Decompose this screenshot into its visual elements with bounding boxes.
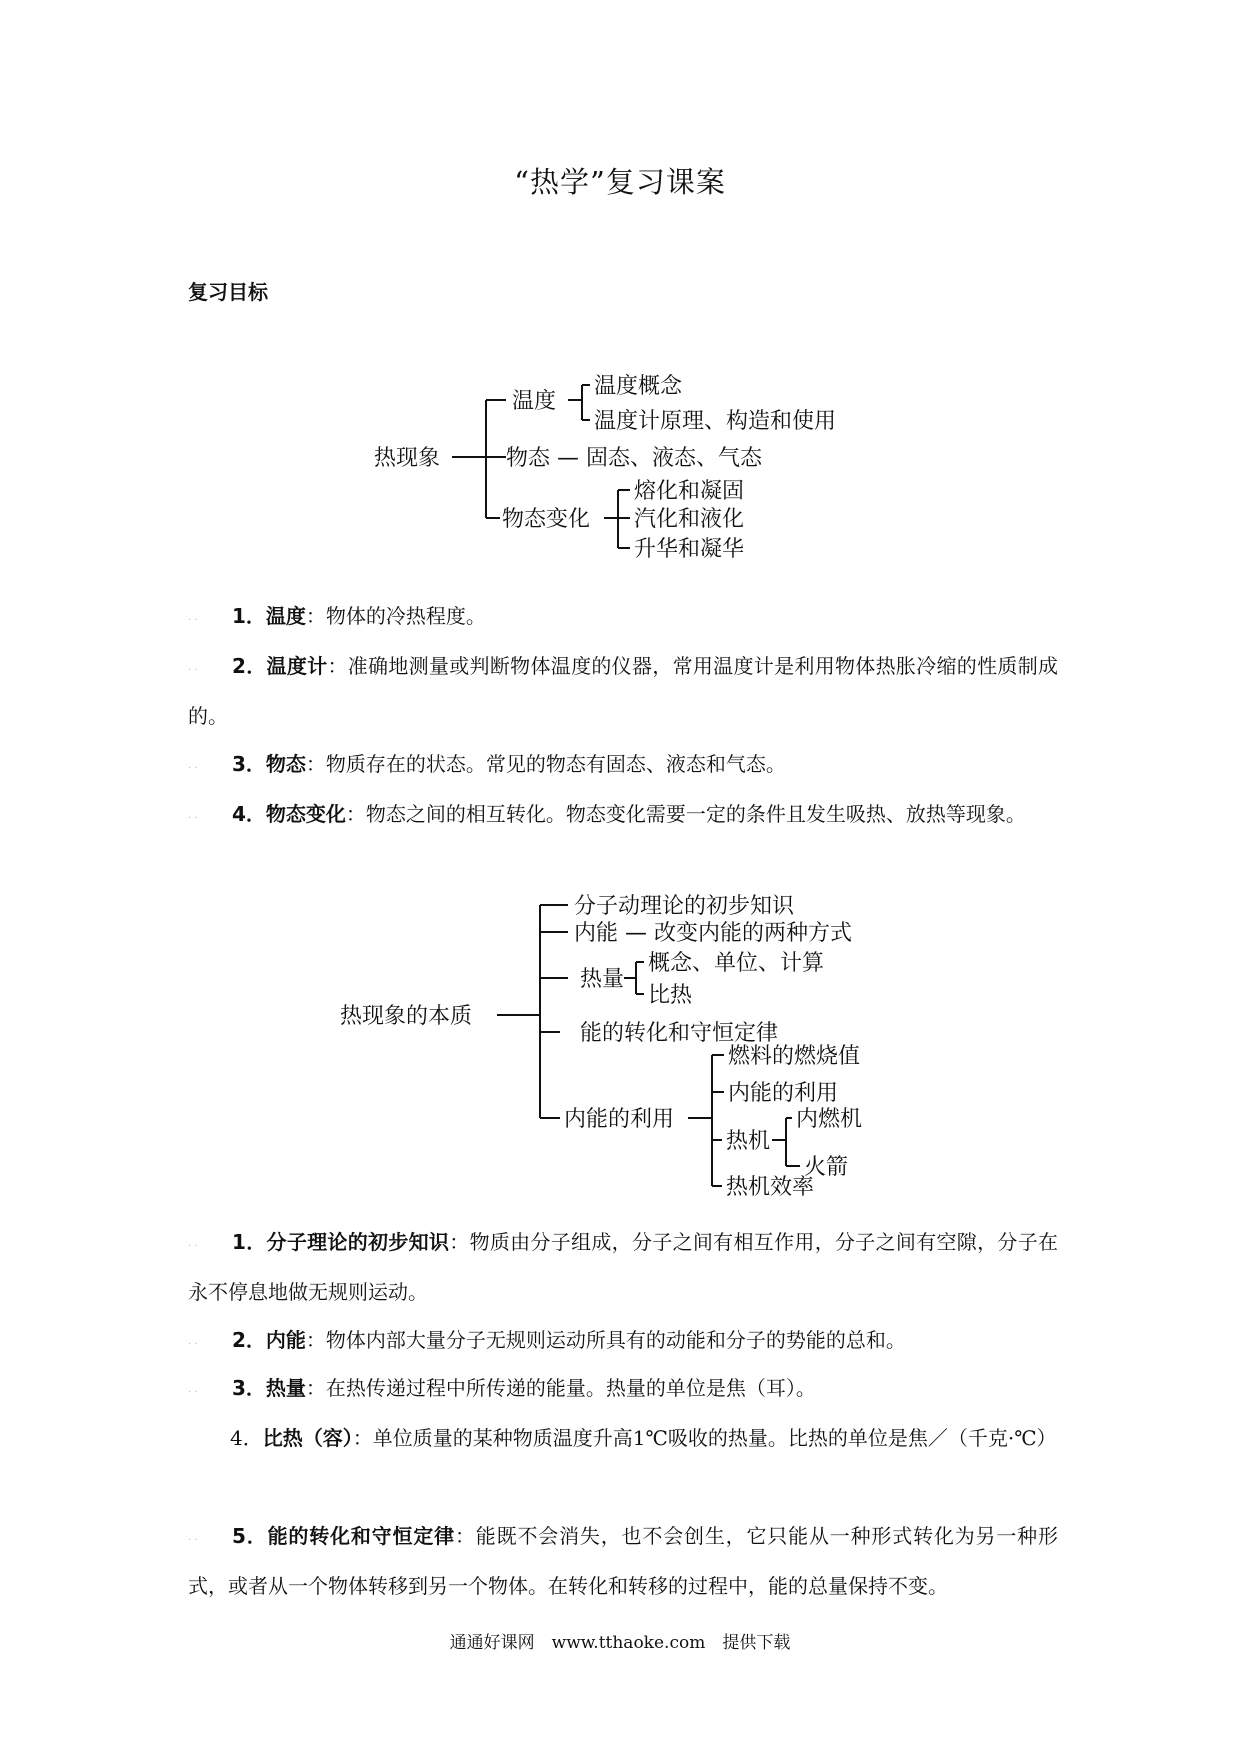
footer-credit: 通通好课网 www.tthaoke.com 提供下载 — [449, 1633, 791, 1653]
node-root: 热现象 — [374, 446, 441, 471]
node-rocket: 火箭 — [804, 1155, 849, 1180]
node-melting: 熔化和凝固 — [634, 479, 745, 504]
term-heat: 热量 — [265, 1376, 306, 1400]
term-temperature: 温度 — [265, 604, 306, 628]
node-molecular-theory: 分子动理论的初步知识 — [574, 894, 795, 919]
node-sublimation: 升华和凝华 — [634, 537, 745, 562]
term-state-change: 物态变化 — [265, 802, 346, 826]
definition-item-4: . . 4．物态变化：物态之间的相互转化。物态变化需要一定的条件且发生吸热、放热等现象。 — [188, 802, 1026, 826]
definition-item-3: . . 3．物态：物质存在的状态。常见的物态有固态、液态和气态。 — [188, 752, 786, 776]
definition-item-5: . . 1．分子理论的初步知识：物质由分子组成，分子之间有相互作用，分子之间有空隙，分子在永不停息地做无规则运动。 — [188, 1230, 1059, 1304]
node-fuel-value: 燃料的燃烧值 — [728, 1044, 861, 1069]
definition-item-7: . . 3．热量：在热传递过程中所传递的能量。热量的单位是焦（耳）。 — [188, 1376, 816, 1400]
node-temperature-concept: 温度概念 — [594, 374, 683, 399]
term-conservation: 能的转化和守恒定律 — [267, 1524, 455, 1548]
term-molecular-theory: 分子理论的初步知识 — [266, 1230, 450, 1254]
definition-item-1: . . 1．温度：物体的冷热程度。 — [188, 604, 486, 628]
concept-map-thermal-phenomena — [0, 360, 1240, 590]
page-title: “热学”复习课案 — [514, 165, 726, 199]
node-internal-energy: 内能 — 改变内能的两种方式 — [574, 921, 852, 946]
term-thermometer: 温度计 — [266, 654, 328, 678]
section-heading: 复习目标 — [188, 280, 268, 304]
node-vaporization: 汽化和液化 — [634, 507, 745, 532]
node-heat-concept: 概念、单位、计算 — [648, 951, 825, 976]
definition-item-9: . . 5．能的转化和守恒定律：能既不会消失，也不会创生，它只能从一种形式转化为另一种形式，或者从一个物体转移到另一个物体。在转化和转移的过程中，能的总量保持不变。 — [188, 1524, 1059, 1598]
node-use-internal: 内能的利用 — [728, 1081, 839, 1106]
definition-item-2: . . 2．温度计：准确地测量或判断物体温度的仪器，常用温度计是利用物体热胀冷缩的性质制成的。 — [188, 654, 1059, 728]
node-engine-efficiency: 热机效率 — [726, 1175, 815, 1200]
node-root: 热现象的本质 — [340, 1004, 473, 1029]
definition-item-8: 4．比热（容）：单位质量的某种物质温度升高1℃吸收的热量。比热的单位是焦／（千克·℃） — [230, 1426, 1057, 1450]
term-internal-energy: 内能 — [265, 1328, 306, 1352]
node-combustion-engine: 内燃机 — [796, 1107, 863, 1132]
node-thermometer: 温度计原理、构造和使用 — [594, 409, 837, 434]
node-heat: 热量 — [580, 967, 625, 992]
node-heat-engine: 热机 — [726, 1129, 771, 1154]
node-specific-heat: 比热 — [648, 983, 693, 1008]
term-state: 物态 — [265, 752, 306, 776]
node-temperature: 温度 — [512, 389, 557, 414]
concept-map-nature-of-heat — [0, 880, 1240, 1210]
definition-item-6: . . 2．内能：物体内部大量分子无规则运动所具有的动能和分子的势能的总和。 — [188, 1328, 906, 1352]
node-use-of-internal-energy: 内能的利用 — [564, 1107, 675, 1132]
term-specific-heat: 比热（容） — [262, 1426, 353, 1450]
node-state: 物态 — 固态、液态、气态 — [506, 446, 762, 471]
node-conservation: 能的转化和守恒定律 — [580, 1021, 779, 1046]
node-state-change: 物态变化 — [502, 507, 591, 532]
